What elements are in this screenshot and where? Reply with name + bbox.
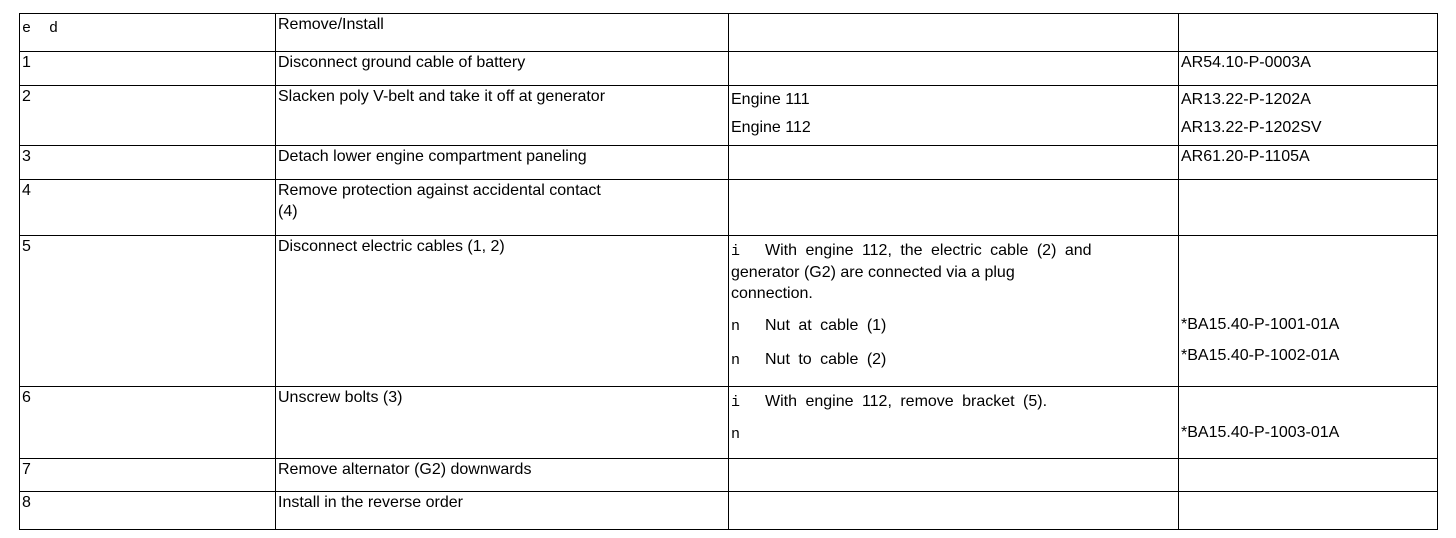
action-cell [276, 52, 729, 86]
reference-link[interactable]: AR54.10-P-0003A [1181, 54, 1311, 71]
header-step-label: e d [22, 20, 59, 37]
step-number-label: 3 [22, 148, 31, 165]
action-text: Detach lower engine compartment paneling [278, 148, 587, 165]
table-row [20, 492, 1438, 530]
reference-link[interactable]: *BA15.40-P-1003-01A [1181, 424, 1340, 441]
notes-cell [729, 52, 1179, 86]
action-cell [276, 236, 729, 387]
refs-cell [1179, 387, 1438, 459]
info-note [731, 391, 1176, 413]
action-text: (4) [278, 203, 298, 220]
refs-cell [1179, 459, 1438, 492]
reference-link[interactable]: *BA15.40-P-1001-01A [1181, 316, 1340, 333]
engine-note: Engine 112 [731, 119, 811, 136]
step-number-label: 2 [22, 88, 31, 105]
info-icon: i [731, 394, 741, 411]
header-refs-cell [1179, 14, 1438, 52]
notes-cell [729, 180, 1179, 236]
action-text: Slacken poly V-belt and take it off at generator [278, 88, 606, 105]
table-row [20, 387, 1438, 459]
notes-cell [729, 146, 1179, 180]
table-row [20, 236, 1438, 387]
info-icon: i [731, 243, 741, 260]
action-cell [276, 86, 729, 146]
step-number [20, 387, 276, 459]
refs-cell [1179, 492, 1438, 530]
nut-item [731, 349, 1176, 371]
table-row [20, 180, 1438, 236]
table-row [20, 52, 1438, 86]
step-number-label: 7 [22, 461, 31, 478]
step-number-label: 8 [22, 494, 31, 511]
notes-cell [729, 387, 1179, 459]
item-text: Nut at cable (1) [765, 317, 887, 334]
refs-cell [1179, 236, 1438, 387]
notes-cell [729, 86, 1179, 146]
engine-note: Engine 111 [731, 91, 810, 108]
header-action-cell [276, 14, 729, 52]
reference-link[interactable]: *BA15.40-P-1002-01A [1181, 347, 1340, 364]
step-number [20, 52, 276, 86]
step-number-label: 6 [22, 389, 31, 406]
info-text: connection. [731, 285, 813, 302]
refs-cell [1179, 180, 1438, 236]
action-text: Install in the reverse order [278, 494, 463, 511]
action-cell [276, 387, 729, 459]
notes-cell [729, 459, 1179, 492]
step-number [20, 146, 276, 180]
refs-cell [1179, 146, 1438, 180]
header-step-cell [20, 14, 276, 52]
table-row [20, 459, 1438, 492]
step-number [20, 180, 276, 236]
table-row [20, 86, 1438, 146]
info-text: generator (G2) are connected via a plug [731, 264, 1015, 281]
notes-cell [729, 492, 1179, 530]
bullet-icon: n [731, 318, 741, 335]
refs-cell [1179, 52, 1438, 86]
reference-link[interactable]: AR61.20-P-1105A [1181, 148, 1310, 165]
header-action-label: Remove/Install [278, 16, 384, 33]
refs-cell [1179, 86, 1438, 146]
action-text: Remove alternator (G2) downwards [278, 461, 532, 478]
info-text: With engine 112, the electric cable (2) and [765, 242, 1092, 259]
action-cell [276, 146, 729, 180]
notes-cell [729, 236, 1179, 387]
step-number [20, 236, 276, 387]
item-text: Nut to cable (2) [765, 351, 887, 368]
reference-link[interactable]: AR13.22-P-1202SV [1181, 119, 1322, 136]
action-text: Disconnect electric cables (1, 2) [278, 238, 505, 255]
action-cell [276, 180, 729, 236]
action-text: Unscrew bolts (3) [278, 389, 403, 406]
step-number-label: 5 [22, 238, 31, 255]
action-cell [276, 459, 729, 492]
step-number [20, 86, 276, 146]
bullet-icon: n [731, 352, 741, 369]
reference-link[interactable]: AR13.22-P-1202A [1181, 91, 1311, 108]
action-cell [276, 492, 729, 530]
bolt-item [731, 423, 1176, 445]
step-number-label: 4 [22, 182, 31, 199]
table-row [20, 146, 1438, 180]
bullet-icon: n [731, 426, 741, 443]
step-number-label: 1 [22, 54, 31, 71]
step-number [20, 459, 276, 492]
procedure-table [19, 13, 1438, 530]
table-header-row [20, 14, 1438, 52]
nut-item [731, 315, 1176, 337]
info-text: With engine 112, remove bracket (5). [765, 393, 1048, 410]
action-text: Remove protection against accidental contact [278, 182, 601, 199]
action-text: Disconnect ground cable of battery [278, 54, 526, 71]
step-number [20, 492, 276, 530]
info-note [731, 240, 1176, 262]
header-notes-cell [729, 14, 1179, 52]
